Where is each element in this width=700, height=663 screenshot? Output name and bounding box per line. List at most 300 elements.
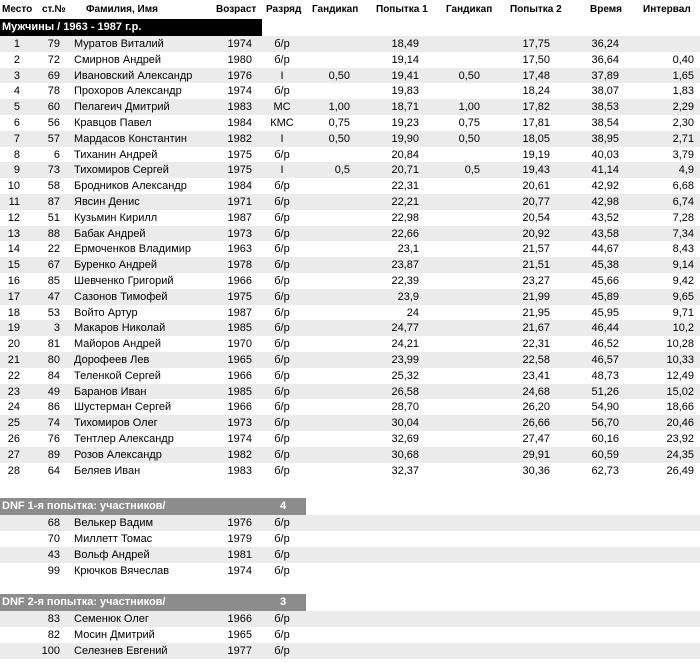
cell-year: 1981: [227, 549, 252, 561]
cell-run-2: 19,43: [522, 164, 550, 177]
cell-time: 44,67: [591, 243, 619, 256]
cell-interval: 6,68: [672, 180, 694, 193]
cell-name: Майоров Андрей: [74, 338, 162, 351]
dnf-row: [0, 563, 700, 579]
cell-place: 9: [13, 164, 20, 177]
cell-run-1: 22,39: [391, 275, 419, 287]
cell-interval: 0,40: [672, 53, 694, 66]
cell-run-2: 21,67: [522, 322, 550, 335]
cell-run-1: 19,83: [391, 85, 419, 98]
cell-bib: 49: [47, 385, 60, 398]
cell-year: 1966: [227, 401, 252, 414]
cell-rank: I: [280, 132, 284, 145]
cell-bib: 67: [47, 259, 60, 272]
cell-run-1: 24,77: [391, 322, 419, 335]
cell-bib: 85: [47, 275, 60, 287]
cell-rank: б/р: [274, 613, 290, 625]
cell-handicap-2: 0,75: [458, 117, 480, 129]
cell-place: 22: [7, 369, 20, 382]
cell-year: 1977: [227, 645, 252, 657]
cell-bib: 53: [47, 306, 60, 319]
cell-rank: б/р: [274, 180, 290, 193]
cell-rank: б/р: [274, 211, 290, 224]
table-row: [0, 273, 700, 289]
cell-run-2: 19,19: [522, 148, 550, 161]
dnf1-title: DNF 1-я попытка: участников/: [2, 500, 166, 512]
cell-interval: 9,71: [672, 306, 694, 319]
cell-place: 3: [13, 69, 20, 82]
cell-time: 36,24: [591, 38, 619, 50]
table-row: [0, 162, 700, 178]
table-row: [0, 226, 700, 242]
dnf-row: [0, 547, 700, 563]
cell-run-2: 21,99: [522, 290, 550, 303]
cell-run-2: 30,36: [522, 464, 550, 477]
cell-name: Смирнов Андрей: [74, 53, 162, 66]
cell-rank: б/р: [274, 433, 290, 445]
cell-run-1: 30,68: [391, 448, 419, 461]
cell-rank: б/р: [274, 53, 290, 66]
cell-time: 40,03: [591, 148, 619, 161]
table-row: [0, 289, 700, 305]
cell-bib: 82: [47, 629, 60, 641]
cell-rank: б/р: [274, 306, 290, 319]
cell-run-2: 21,51: [522, 259, 550, 272]
cell-bib: 74: [47, 417, 60, 430]
table-row: [0, 336, 700, 352]
cell-year: 1974: [227, 85, 252, 98]
cell-rank: I: [280, 164, 284, 177]
cell-place: 10: [7, 180, 20, 193]
cell-name: Дорофеев Лев: [74, 354, 150, 366]
cell-bib: 58: [47, 180, 60, 193]
header-time: Время: [590, 4, 622, 15]
cell-interval: 2,29: [672, 101, 694, 114]
cell-run-2: 22,31: [522, 338, 550, 351]
dnf1-band: [0, 498, 306, 515]
cell-rank: б/р: [274, 275, 290, 287]
cell-year: 1973: [227, 227, 252, 240]
cell-rank: б/р: [274, 85, 290, 98]
cell-rank: б/р: [274, 196, 290, 208]
cell-time: 38,07: [591, 85, 619, 98]
dnf2-title: DNF 2-я попытка: участников/: [2, 596, 166, 608]
cell-rank: МС: [273, 101, 291, 114]
cell-interval: 10,2: [672, 322, 694, 335]
cell-bib: 56: [47, 117, 60, 129]
cell-year: 1983: [227, 464, 252, 477]
cell-name: Мардасов Константин: [74, 132, 187, 145]
cell-name: Беляев Иван: [74, 464, 141, 477]
header-rank: Разряд: [266, 4, 302, 15]
cell-run-1: 22,66: [391, 227, 419, 240]
cell-bib: 83: [47, 613, 60, 625]
cell-name: Ивановский Александр: [74, 69, 193, 82]
cell-place: 28: [7, 464, 20, 477]
cell-year: 1974: [227, 38, 252, 50]
header-run-1: Попытка 1: [376, 4, 428, 15]
cell-place: 13: [7, 227, 20, 240]
cell-rank: б/р: [274, 322, 290, 335]
cell-bib: 78: [47, 85, 60, 98]
cell-name: Войто Артур: [74, 306, 138, 319]
cell-bib: 80: [47, 354, 60, 366]
cell-time: 60,16: [591, 433, 619, 445]
table-row: [0, 210, 700, 226]
cell-run-1: 23,9: [397, 290, 419, 303]
cell-run-1: 18,71: [391, 101, 419, 114]
cell-bib: 89: [47, 448, 60, 461]
cell-run-2: 24,68: [522, 385, 550, 398]
cell-place: 6: [13, 117, 20, 129]
dnf2-band: [0, 594, 306, 611]
dnf-row: [0, 643, 700, 659]
cell-year: 1974: [227, 433, 252, 445]
table-row: [0, 36, 700, 52]
cell-interval: 1,83: [672, 85, 694, 98]
cell-interval: 7,28: [672, 211, 694, 224]
cell-handicap-1: 1,00: [328, 101, 350, 114]
dnf1-count: 4: [280, 500, 287, 512]
cell-bib: 68: [47, 517, 60, 529]
cell-year: 1975: [227, 164, 252, 177]
cell-rank: I: [280, 69, 284, 82]
cell-rank: б/р: [274, 259, 290, 272]
cell-year: 1965: [227, 629, 252, 641]
cell-time: 38,54: [591, 117, 619, 129]
cell-name: Тентлер Александр: [74, 433, 174, 445]
cell-year: 1966: [227, 275, 252, 287]
cell-time: 42,98: [591, 196, 619, 208]
table-row: [0, 399, 700, 415]
cell-rank: б/р: [274, 629, 290, 641]
cell-interval: 3,79: [672, 148, 694, 161]
table-row: [0, 241, 700, 257]
cell-run-2: 29,91: [522, 448, 550, 461]
cell-rank: б/р: [274, 243, 290, 256]
cell-rank: б/р: [274, 533, 290, 545]
cell-bib: 69: [47, 69, 60, 82]
cell-time: 46,57: [591, 354, 619, 366]
cell-time: 45,66: [591, 275, 619, 287]
cell-rank: б/р: [274, 290, 290, 303]
cell-place: 7: [13, 132, 20, 145]
header-handicap-1: Гандикап: [312, 4, 359, 15]
cell-rank: б/р: [274, 354, 290, 366]
cell-interval: 15,02: [666, 385, 694, 398]
cell-place: 23: [7, 385, 20, 398]
cell-name: Велькер Вадим: [74, 517, 154, 529]
cell-bib: 99: [47, 565, 60, 577]
cell-year: 1976: [227, 69, 252, 82]
dnf-row: [0, 531, 700, 547]
cell-name: Явсин Денис: [74, 196, 140, 208]
cell-run-1: 25,32: [391, 369, 419, 382]
table-row: [0, 194, 700, 210]
table-row: [0, 52, 700, 68]
table-row: [0, 384, 700, 400]
cell-bib: 79: [47, 38, 60, 50]
cell-run-2: 17,81: [522, 117, 550, 129]
group-title: Мужчины / 1963 - 1987 г.р.: [2, 21, 142, 33]
cell-bib: 70: [47, 533, 60, 545]
cell-interval: 2,30: [672, 117, 694, 129]
cell-year: 1982: [227, 448, 252, 461]
cell-rank: б/р: [274, 448, 290, 461]
cell-run-2: 23,41: [522, 369, 550, 382]
group-title-band: [0, 19, 262, 36]
cell-interval: 20,46: [666, 417, 694, 430]
cell-interval: 26,49: [666, 464, 694, 477]
cell-time: 45,95: [591, 306, 619, 319]
cell-place: 14: [7, 243, 20, 256]
cell-interval: 10,28: [666, 338, 694, 351]
cell-year: 1979: [227, 533, 252, 545]
cell-year: 1973: [227, 417, 252, 430]
cell-place: 20: [7, 338, 20, 351]
cell-run-1: 22,31: [391, 180, 419, 193]
cell-interval: 9,42: [672, 275, 694, 287]
cell-time: 42,92: [591, 180, 619, 193]
cell-time: 51,26: [591, 385, 619, 398]
dnf2-count: 3: [280, 596, 287, 608]
cell-run-1: 18,49: [391, 38, 419, 50]
cell-year: 1984: [227, 180, 252, 193]
header-bib: ст.№: [42, 4, 66, 15]
cell-year: 1971: [227, 196, 252, 208]
cell-year: 1970: [227, 338, 252, 351]
cell-bib: 22: [47, 243, 60, 256]
cell-place: 12: [7, 211, 20, 224]
cell-run-1: 19,41: [391, 69, 419, 82]
cell-bib: 86: [47, 401, 60, 414]
cell-time: 60,59: [591, 448, 619, 461]
cell-rank: КМС: [270, 117, 294, 129]
cell-year: 1983: [227, 101, 252, 114]
cell-rank: б/р: [274, 401, 290, 414]
table-row: [0, 447, 700, 463]
cell-year: 1978: [227, 259, 252, 272]
cell-name: Вольф Андрей: [74, 549, 150, 561]
cell-time: 41,14: [591, 164, 619, 177]
table-row: [0, 320, 700, 336]
cell-place: 5: [13, 101, 20, 114]
table-row: [0, 368, 700, 384]
cell-rank: б/р: [274, 464, 290, 477]
cell-bib: 64: [47, 464, 60, 477]
cell-time: 56,70: [591, 417, 619, 430]
cell-run-2: 17,75: [522, 38, 550, 50]
cell-bib: 43: [47, 549, 60, 561]
cell-bib: 3: [53, 322, 60, 335]
cell-run-1: 32,37: [391, 464, 419, 477]
cell-interval: 18,66: [666, 401, 694, 414]
cell-run-2: 20,61: [522, 180, 550, 193]
cell-year: 1985: [227, 322, 252, 335]
cell-run-1: 22,21: [391, 196, 419, 208]
cell-handicap-2: 0,50: [458, 132, 480, 145]
cell-year: 1974: [227, 565, 252, 577]
cell-run-1: 19,23: [391, 117, 419, 129]
cell-year: 1975: [227, 148, 252, 161]
cell-name: Семенюк Олег: [74, 613, 149, 625]
cell-year: 1963: [227, 243, 252, 256]
cell-run-2: 20,92: [522, 227, 550, 240]
table-row: [0, 147, 700, 163]
cell-place: 19: [7, 322, 20, 335]
cell-time: 62,73: [591, 464, 619, 477]
cell-bib: 73: [47, 164, 60, 177]
cell-rank: б/р: [274, 148, 290, 161]
cell-time: 45,89: [591, 290, 619, 303]
cell-interval: 12,49: [666, 369, 694, 382]
cell-name: Бродников Александр: [74, 180, 187, 193]
cell-rank: б/р: [274, 549, 290, 561]
cell-interval: 4,9: [678, 164, 694, 177]
cell-time: 46,44: [591, 322, 619, 335]
cell-year: 1987: [227, 306, 252, 319]
cell-name: Селезнев Евгений: [74, 645, 168, 657]
dnf-row: [0, 627, 700, 643]
cell-year: 1966: [227, 369, 252, 382]
cell-time: 36,64: [591, 53, 619, 66]
table-row: [0, 431, 700, 447]
cell-rank: б/р: [274, 369, 290, 382]
header-run-2: Попытка 2: [510, 4, 562, 15]
cell-year: 1976: [227, 517, 252, 529]
cell-year: 1987: [227, 211, 252, 224]
cell-place: 8: [13, 148, 20, 161]
cell-name: Прохоров Александр: [74, 85, 182, 98]
cell-rank: б/р: [274, 517, 290, 529]
cell-bib: 76: [47, 433, 60, 445]
cell-bib: 47: [47, 290, 60, 303]
cell-place: 15: [7, 259, 20, 272]
header-age: Возраст: [216, 4, 257, 15]
cell-time: 48,73: [591, 369, 619, 382]
cell-bib: 60: [47, 101, 60, 114]
cell-time: 45,38: [591, 259, 619, 272]
cell-bib: 87: [47, 196, 60, 208]
header-place: Место: [2, 4, 33, 15]
table-row: [0, 415, 700, 431]
cell-name: Макаров Николай: [74, 322, 166, 335]
cell-name: Мосин Дмитрий: [74, 629, 155, 641]
header-handicap-2: Гандикап: [446, 4, 493, 15]
cell-name: Крючков Вячеслав: [74, 565, 170, 577]
cell-run-2: 21,57: [522, 243, 550, 256]
cell-name: Кравцов Павел: [74, 117, 152, 129]
cell-run-2: 21,95: [522, 306, 550, 319]
cell-name: Миллетт Томас: [74, 533, 153, 545]
cell-name: Тиханин Андрей: [74, 148, 158, 161]
cell-rank: б/р: [274, 338, 290, 351]
cell-run-1: 24,21: [391, 338, 419, 351]
table-row: [0, 131, 700, 147]
cell-run-2: 18,05: [522, 132, 550, 145]
cell-year: 1982: [227, 132, 252, 145]
cell-interval: 8,43: [672, 243, 694, 256]
cell-run-1: 32,69: [391, 433, 419, 445]
cell-run-2: 17,50: [522, 53, 550, 66]
cell-year: 1965: [227, 354, 252, 366]
cell-bib: 81: [47, 338, 60, 351]
dnf-row: [0, 611, 700, 627]
cell-name: Ермоченков Владимир: [74, 243, 192, 256]
cell-rank: б/р: [274, 227, 290, 240]
cell-interval: 2,71: [672, 132, 694, 145]
cell-time: 43,58: [591, 227, 619, 240]
cell-run-2: 20,77: [522, 196, 550, 208]
cell-name: Сазонов Тимофей: [74, 290, 168, 303]
cell-rank: б/р: [274, 565, 290, 577]
cell-name: Кузьмин Кирилл: [74, 211, 158, 224]
cell-bib: 84: [47, 369, 60, 382]
cell-handicap-2: 0,5: [464, 164, 480, 177]
table-row: [0, 257, 700, 273]
cell-year: 1985: [227, 385, 252, 398]
cell-name: Пелагеич Дмитрий: [74, 101, 170, 114]
cell-name: Баранов Иван: [74, 385, 147, 398]
cell-run-2: 17,48: [522, 69, 550, 82]
cell-run-2: 17,82: [522, 101, 550, 114]
cell-place: 2: [13, 53, 20, 66]
cell-run-1: 19,90: [391, 132, 419, 145]
cell-name: Муратов Виталий: [74, 38, 164, 50]
cell-rank: б/р: [274, 385, 290, 398]
cell-name: Розов Александр: [74, 448, 162, 461]
table-row: [0, 68, 700, 84]
cell-rank: б/р: [274, 417, 290, 430]
cell-name: Тихомиров Олег: [74, 417, 158, 430]
cell-rank: б/р: [274, 645, 290, 657]
cell-time: 43,52: [591, 211, 619, 224]
table-row: [0, 463, 700, 479]
cell-handicap-1: 0,50: [328, 69, 350, 82]
cell-interval: 9,14: [672, 259, 694, 272]
cell-year: 1980: [227, 53, 252, 66]
cell-year: 1984: [227, 117, 252, 129]
cell-interval: 7,34: [672, 227, 694, 240]
cell-handicap-2: 0,50: [458, 69, 480, 82]
cell-bib: 6: [53, 148, 60, 161]
table-header: [0, 2, 700, 18]
cell-bib: 57: [47, 132, 60, 145]
cell-run-2: 27,47: [522, 433, 550, 445]
cell-name: Тихомиров Сергей: [74, 164, 169, 177]
cell-bib: 72: [47, 53, 60, 66]
cell-name: Шевченко Григорий: [74, 275, 174, 287]
cell-interval: 23,92: [666, 433, 694, 445]
cell-run-1: 19,14: [391, 53, 419, 66]
cell-place: 21: [7, 354, 20, 366]
table-row: [0, 115, 700, 131]
cell-run-1: 20,84: [391, 148, 419, 161]
cell-name: Теленкой Сергей: [74, 369, 161, 382]
cell-place: 26: [7, 433, 20, 445]
dnf-row: [0, 515, 700, 531]
cell-run-1: 23,1: [397, 243, 419, 256]
cell-run-1: 20,71: [391, 164, 419, 177]
cell-name: Шустерман Сергей: [74, 401, 172, 414]
cell-bib: 100: [41, 645, 60, 657]
cell-interval: 6,74: [672, 196, 694, 208]
cell-run-2: 26,66: [522, 417, 550, 430]
cell-interval: 9,65: [672, 290, 694, 303]
cell-name: Бабак Андрей: [74, 227, 146, 240]
cell-bib: 88: [47, 227, 60, 240]
cell-interval: 10,33: [666, 354, 694, 366]
